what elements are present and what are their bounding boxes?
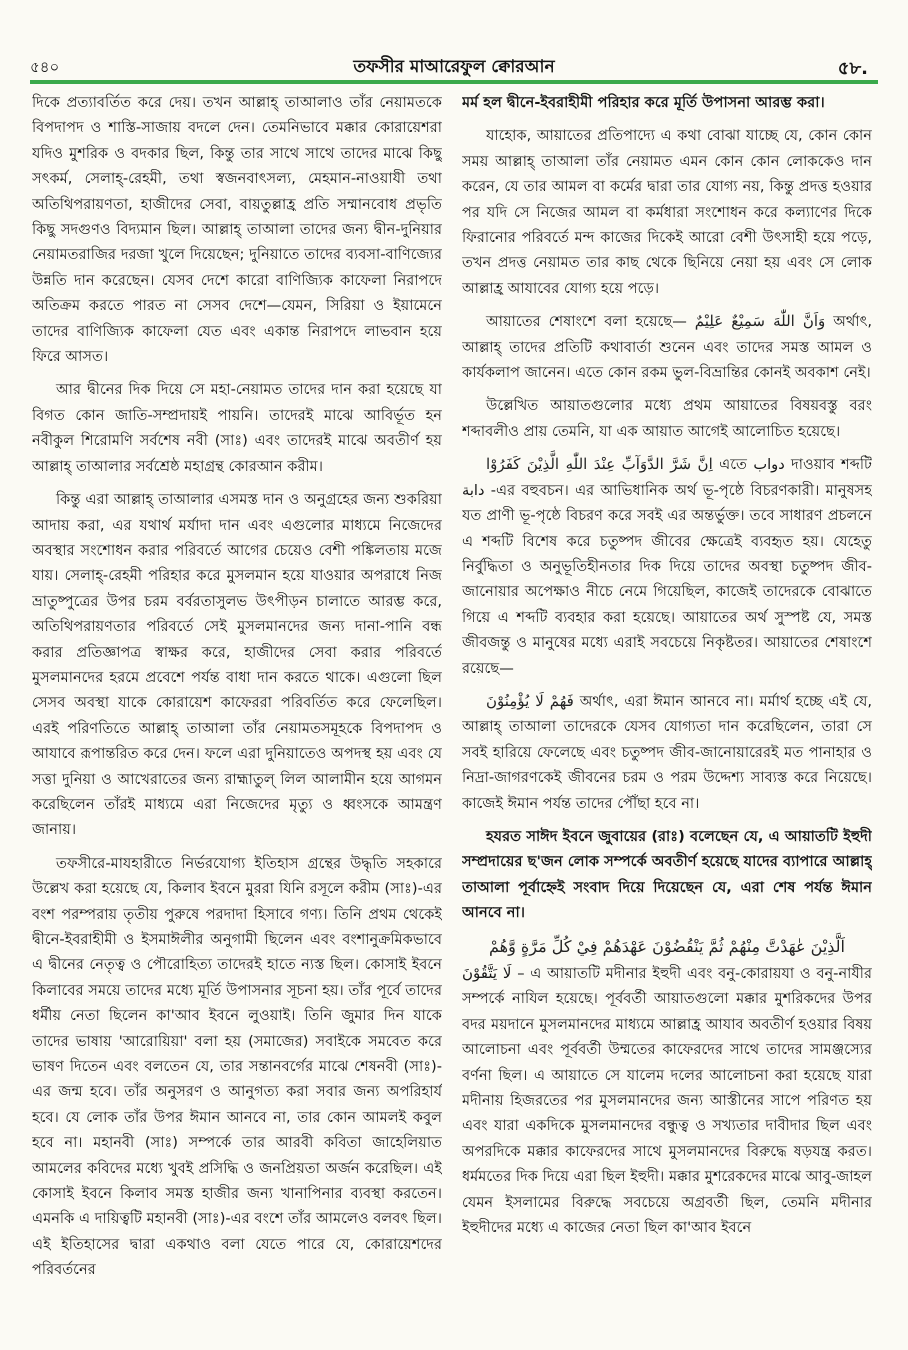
header-rule (30, 80, 878, 84)
page-number-left: ৫৪০ (30, 58, 60, 76)
verse-explanation: অর্থাৎ, আল্লাহ্ তাদের প্রতিটি কথাবার্তা শুনেন এবং তাদের সমস্ত আমল ও কার্যকলাপ জানেন। এতে কোন রকম ভুল-বিভ্রান্তির কোনই অবকাশ নেই। (462, 313, 872, 382)
right-paragraph-1: মর্ম হল দ্বীনে-ইবরাহীমী পরিহার করে মূর্তি উপাসনা আরম্ভ করা। (462, 94, 825, 111)
verse-explanation: অর্থাৎ, এরা ঈমান আনবে না। মর্মার্থ হচ্ছে এই যে, আল্লাহ্ তাআলা তাদেরকে যেসব যোগ্যতা দান করেছিলেন, তারা সে সবই হারিয়ে ফেলেছে এবং চতুষ্পদ জীব-জানোয়ারেরই মত পানাহার ও নিদ্রা-জাগরণকেই জীবনের চরম ও পরম উদ্দেশ্য সাব্যস্ত করে নিয়েছে। কাজেই ঈমান পর্যন্ত তাদের পৌঁছা হবে না। (462, 692, 872, 812)
verse-explanation: – এ আয়াতটি মদীনার ইহুদী এবং বনু-কোরায়যা ও বনু-নাযীর সম্পর্কে নাযিল হয়েছে। পূর্ববর্তী আয়াতগুলো মক্কার মুশরিকদের উপর বদর ময়দানে মুসলমানদের মাধ্যমে আল্লাহ্র আযাব অবতীর্ণ হওয়ার বিষয় আলোচনা এবং পূর্ববর্তী উম্মতের কাফেরদের সাথে তাদের সামঞ্জস্যের বর্ণনা ছিল। এ আয়াতে সে যালেম দলের আলোচনা করা হয়েছে যারা মদীনায় হিজরতের পর মুসলমানদের জন্য আস্তীনের সাপে পরিণত হয় এবং যারা একদিকে মুসলমানদের বন্ধুত্ব ও সখ্যতার দাবীদার ছিল এবং অপরদিকে মক্কার কাফেরদের সাথে মুসলমানদের বিরুদ্ধে ষড়যন্ত্র করত। ধর্মমতের দিক দিয়ে এরা ছিল ইহুদী। মক্কার মুশরেকদের মাঝে আবু-জাহল যেমন ইসলামের বিরুদ্ধে সবচেয়ে অগ্রবর্তী ছিল, তেমনি মদীনার ইহুদীদের মধ্যে এ কাজের নেতা ছিল কা'আব ইবনে (462, 965, 872, 1237)
right-paragraph-5 (462, 452, 872, 681)
running-title: তফসীর মাআরেফুল ক্বোরআন (353, 57, 555, 77)
left-paragraph-2: আর দ্বীনের দিক দিয়ে সে মহা-নেয়ামত তাদের দান করা হয়েছে যা বিগত কোন জাতি-সম্প্রদায়ই পায়নি। তাদেরই মাঝে আবির্ভূত হন নবীকুল শিরোমণি সর্বশেষ নবী (সাঃ) এবং তাদেরই মাঝে অবতীর্ণ হয় আল্লাহ্ তাআলার সর্বশ্রেষ্ঠ মহাগ্রন্থ কোরআন করীম। (32, 381, 442, 475)
right-paragraph-2: যাহোক, আয়াতের প্রতিপাদ্যে এ কথা বোঝা যাচ্ছে যে, কোন কোন সময় আল্লাহ্ তাআলা তাঁর নেয়ামত এমন কোন কোন লোককেও দান করেন, যে তার আমল বা কর্মের দ্বারা তার যোগ্য নয়, কিন্তু প্রদত্ত হওয়ার পর যদি সে নিজের আমল বা কর্মধারা সংশোধন করে কল্যাণের দিকে ফিরানোর পরিবর্তে মন্দ কাজের দিকেই আরো বেশী উৎসাহী হয়ে পড়ে, তখন প্রদত্ত নেয়ামত তার কাছ থেকে ছিনিয়ে নেয়া হয় এবং সে লোক আল্লাহ্র আযাবের যোগ্য হয়ে পড়ে। (462, 127, 872, 297)
left-paragraph-1: দিকে প্রত্যাবর্তিত করে দেয়। তখন আল্লাহ্ তাআলাও তাঁর নেয়ামতকে বিপদাপদ ও শাস্তি-সাজায় বদলে দেন। তেমনিভাবে মক্কার কোরায়েশরা যদিও মুশরিক ও বদকার ছিল, কিন্তু তার সাথে সাথে তাদের মাঝে কিছু সৎকর্ম, সেলাহ্-রেহমী, তথা স্বজনবাৎসল্য, মেহমান-নাওয়াযী তথা অতিথিপরায়ণতা, হাজীদের সেবা, বায়তুল্লাহ্র প্রতি সম্মানবোধ প্রভৃতি কিছু সদগুণও বিদ্যমান ছিল। আল্লাহ্ তাআলা তাদের জন্য দ্বীন-দুনিয়ার নেয়ামতরাজির দরজা খুলে দিয়েছেন; দুনিয়াতে তাদের ব্যবসা-বাণিজ্যের উন্নতি দান করেছেন। যেসব দেশে কারো বাণিজ্যিক কাফেলা নিরাপদে অতিক্রম করতে পারত না সেসব দেশে—যেমন, সিরিয়া ও ইয়ামেনে তাদের বাণিজ্যিক কাফেলা যেত এবং একান্ত নিরাপদে লাভবান হয়ে ফিরে আসত। (32, 94, 442, 366)
left-paragraph-4: তফসীরে-মাযহারীতে নির্ভরযোগ্য ইতিহাস গ্রন্থের উদ্ধৃতি সহকারে উল্লেখ করা হয়েছে যে, কিলাব ইবনে মুররা যিনি রসূলে করীম (সাঃ)-এর বংশ পরম্পরায় তৃতীয় পুরুষে পরদাদা হিসাবে গণ্য। তিনি প্রথম থেকেই দ্বীনে-ইবরাহীমী ও ইসমাঈলীর অনুগামী ছিলেন এবং বংশানুক্রমিকভাবে এ দ্বীনের নেতৃত্ব ও পৌরোহিত্য তাদেরই হাতে ন্যস্ত ছিল। কোসাই ইবনে কিলাবের সময়ে তাদের মধ্যে মূর্তি উপাসনার সূচনা হয়। তাঁর পূর্বে তাদের ধর্মীয় নেতা ছিলেন কা'আব ইবনে লুওয়াই। তিনি জুমার দিন যাকে তাদের ভাষায় 'আরোয়িয়া' বলা হয় (সমাজের) সবাইকে সমবেত করে ভাষণ দিতেন এবং বলতেন যে, তার সন্তানবর্গের মাঝে শেষনবী (সাঃ)-এর জন্ম হবে। তাঁর অনুসরণ ও আনুগত্য করা সবার জন্য অপরিহার্য হবে। যে লোক তাঁর উপর ঈমান আনবে না, তার কোন আমলই কবুল হবে না। মহানবী (সাঃ) সম্পর্কে তার আরবী কবিতা জাহেলিয়াত আমলের কবিদের মধ্যে খুবই প্রসিদ্ধি ও জনপ্রিয়তা অর্জন করেছিল। এই কোসাই ইবনে কিলাব সমস্ত হাজীর জন্য খানাপিনার ব্যবস্থা করতেন। এমনকি এ দায়িত্বটি মহানবী (সাঃ)-এর বংশে তাঁর আমলেও বলবৎ ছিল। এই ইতিহাসের দ্বারা একথাও বলা যেতে পারে যে, কোরায়েশদের পরিবর্তনের (32, 854, 442, 1279)
left-column (32, 90, 442, 1324)
arabic-verse-line: اَلَّذِيْنَ عٰهَدْتَّ مِنْهُمْ ثُمَّ يَنْقُضُوْنَ عَهْدَهُمْ فِيْ كُلِّ مَرَّةٍ وَّهُمْ (488, 936, 845, 956)
page-header (0, 0, 908, 86)
arabic-verse-fragment: اِنَّ شَرَّ الدَّوَآبِّ عِنْدَ اللّٰهِ الَّذِيْنَ كَفَرُوْا (486, 455, 713, 474)
arabic-verse-fragment: فَهُمْ لَا يُؤْمِنُوْنَ (486, 691, 574, 710)
verse-intro: আয়াতের শেষাংশে বলা হয়েছে— (486, 313, 687, 331)
right-column (462, 90, 872, 1324)
arabic-verse-fragment: وَاَنَّ اللّٰهَ سَمِيْعٌ عَلِيْمٌ (694, 312, 826, 331)
right-paragraph-7: হযরত সাঈদ ইবনে জুবায়ের (রাঃ) বলেছেন যে, এ আয়াতটি ইহুদী সম্প্রদায়ের ছ'জন লোক সম্পর্কে অবতীর্ণ হয়েছে যাদের ব্যাপারে আল্লাহ্ তাআলা পূর্বাহ্নেই সংবাদ দিয়ে দিয়েছেন যে, এরা শেষ পর্যন্ত ঈমান আনবে না। (462, 827, 872, 922)
right-paragraph-6 (462, 689, 872, 816)
arabic-verse-fragment: لَا يَتَّقُوْنَ (462, 964, 512, 982)
left-paragraph-3: কিন্তু এরা আল্লাহ্ তাআলার এসমস্ত দান ও অনুগ্রহের জন্য শুকরিয়া আদায় করা, এর যথার্থ মর্যাদা দান এবং এগুলোর মাধ্যমে নিজেদের অবস্থার সংশোধন করার পরিবর্তে আগের চেয়েও বেশী পঙ্কিলতায় মজে যায়। সেলাহ্-রেহমী পরিহার করে মুসলমান হয়ে যাওয়ার অপরাধে নিজ ভ্রাতুষ্পুত্রের উপর চরম বর্বরতাসুলভ উৎপীড়ন চালাতে আরম্ভ করে, অতিথিপরায়ণতার পরিবর্তে সেই মুসলমানদের জন্য দানা-পানি বন্ধ করার প্রতিজ্ঞাপত্র স্বাক্ষর করে, হাজীদের সেবা করার পরিবর্তে মুসলমানদের হরমে প্রবেশে পর্যন্ত বাধা দান করতে থাকে। এগুলো ছিল সেসব অবস্থা যাকে কোরায়েশ কাফেররা পরিবর্তিত করে ফেলেছিল। এরই পরিণতিতে আল্লাহ্ তাআলা তাঁর নেয়ামতসমূহকে বিপদাপদ ও আযাবে রূপান্তরিত করে দেন। ফলে এরা দুনিয়াতেও অপদস্থ হয় এবং যে সত্তা দুনিয়া ও আখেরাতের জন্য রাহ্মাতুল্ লিল আলামীন হয়ে আগমন করেছিলেন তাঁরই মাধ্যমে এরা নিজেদের মৃত্যু ও ধ্বংসকে আমন্ত্রণ জানায়। (32, 491, 442, 839)
right-paragraph-8 (462, 961, 872, 1240)
page-number-right: ৫৮. (837, 58, 868, 79)
verse-explanation: এতে دواب দাওয়াব শব্দটি دابة -এর বহুবচন। এর আভিধানিক অর্থ ভূ-পৃষ্ঠে বিচরণকারী। মানুষসহ যত প্রাণী ভূ-পৃষ্ঠে বিচরণ করে সবই এর অন্তর্ভুক্ত। তবে সাধারণ প্রচলনে এ শব্দটি বিশেষ করে চতুষ্পদ জীবের ক্ষেত্রেই ব্যবহৃত হয়। যেহেতু নির্বুদ্ধিতা ও অনুভূতিহীনতার দিক দিয়ে তাদের অবস্থা চতুষ্পদ জীব-জানোয়ার অপেক্ষাও নীচে নেমে গিয়েছিল, কাজেই তাদেরকে বোঝাতে গিয়ে এ শব্দটি ব্যবহার করা হয়েছে। আয়াতের অর্থ সুস্পষ্ট যে, সমস্ত জীবজন্তু ও মানুষের মধ্যে এরাই সবচেয়ে নিকৃষ্টতর। আয়াতের শেষাংশে রয়েছে— (462, 456, 872, 677)
right-paragraph-4: উল্লেখিত আয়াতগুলোর মধ্যে প্রথম আয়াতের বিষয়বস্তু বরং শব্দাবলীও প্রায় তেমনি, যা এক আয়াত আগেই আলোচিত হয়েছে। (462, 397, 872, 440)
right-paragraph-3 (462, 309, 872, 385)
